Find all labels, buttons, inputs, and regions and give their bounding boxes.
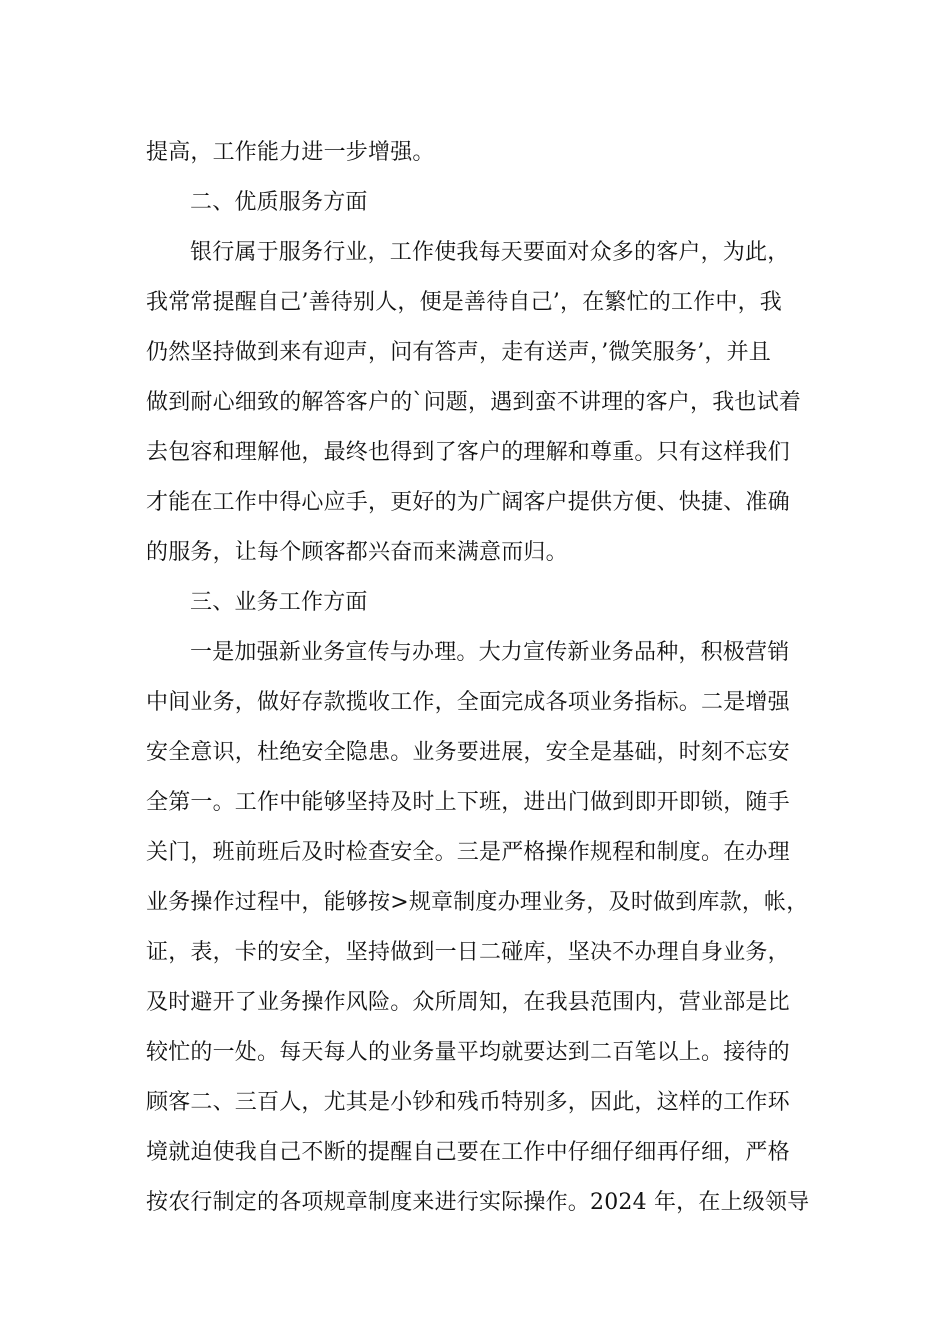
text-line: 做到耐心细致的解答客户的`问题，遇到蛮不讲理的客户，我也试着 <box>146 390 802 415</box>
text-line: 较忙的一处。每天每人的业务量平均就要达到二百笔以上。接待的 <box>146 1040 790 1065</box>
text-line: 中间业务，做好存款揽收工作，全面完成各项业务指标。二是增强 <box>146 690 790 715</box>
text-line: 去包容和理解他，最终也得到了客户的理解和尊重。只有这样我们 <box>146 440 790 465</box>
text-line: 仍然坚持做到来有迎声，问有答声，走有送声，’微笑服务’，并且 <box>146 340 771 365</box>
text-line: 银行属于服务行业，工作使我每天要面对众多的客户，为此， <box>190 240 790 265</box>
text-line: 境就迫使我自己不断的提醒自己要在工作中仔细仔细再仔细，严格 <box>146 1140 790 1165</box>
text-line: 提高，工作能力进一步增强。 <box>146 140 435 165</box>
text-line: 业务操作过程中，能够按>规章制度办理业务，及时做到库款，帐， <box>146 890 809 915</box>
text-line: 关门，班前班后及时检查安全。三是严格操作规程和制度。在办理 <box>146 840 790 865</box>
text-line: 顾客二、三百人，尤其是小钞和残币特别多，因此，这样的工作环 <box>146 1090 790 1115</box>
text-line: 的服务，让每个顾客都兴奋而来满意而归。 <box>146 540 568 565</box>
text-line: 及时避开了业务操作风险。众所周知，在我县范围内，营业部是比 <box>146 990 790 1015</box>
section-heading: 二、优质服务方面 <box>190 190 368 215</box>
text-line: 按农行制定的各项规章制度来进行实际操作。2024 年，在上级领导 <box>146 1190 810 1215</box>
text-line: 才能在工作中得心应手，更好的为广阔客户提供方便、快捷、准确 <box>146 490 790 515</box>
text-line: 证，表，卡的安全，坚持做到一日二碰库，坚决不办理自身业务， <box>146 940 790 965</box>
text-line: 安全意识，杜绝安全隐患。业务要进展，安全是基础，时刻不忘安 <box>146 740 790 765</box>
text-line: 一是加强新业务宣传与办理。大力宣传新业务品种，积极营销 <box>190 640 790 665</box>
section-heading: 三、业务工作方面 <box>190 590 368 615</box>
text-line: 我常常提醒自己’善待别人，便是善待自己’，在繁忙的工作中，我 <box>146 290 782 315</box>
text-line: 全第一。工作中能够坚持及时上下班，进出门做到即开即锁，随手 <box>146 790 790 815</box>
